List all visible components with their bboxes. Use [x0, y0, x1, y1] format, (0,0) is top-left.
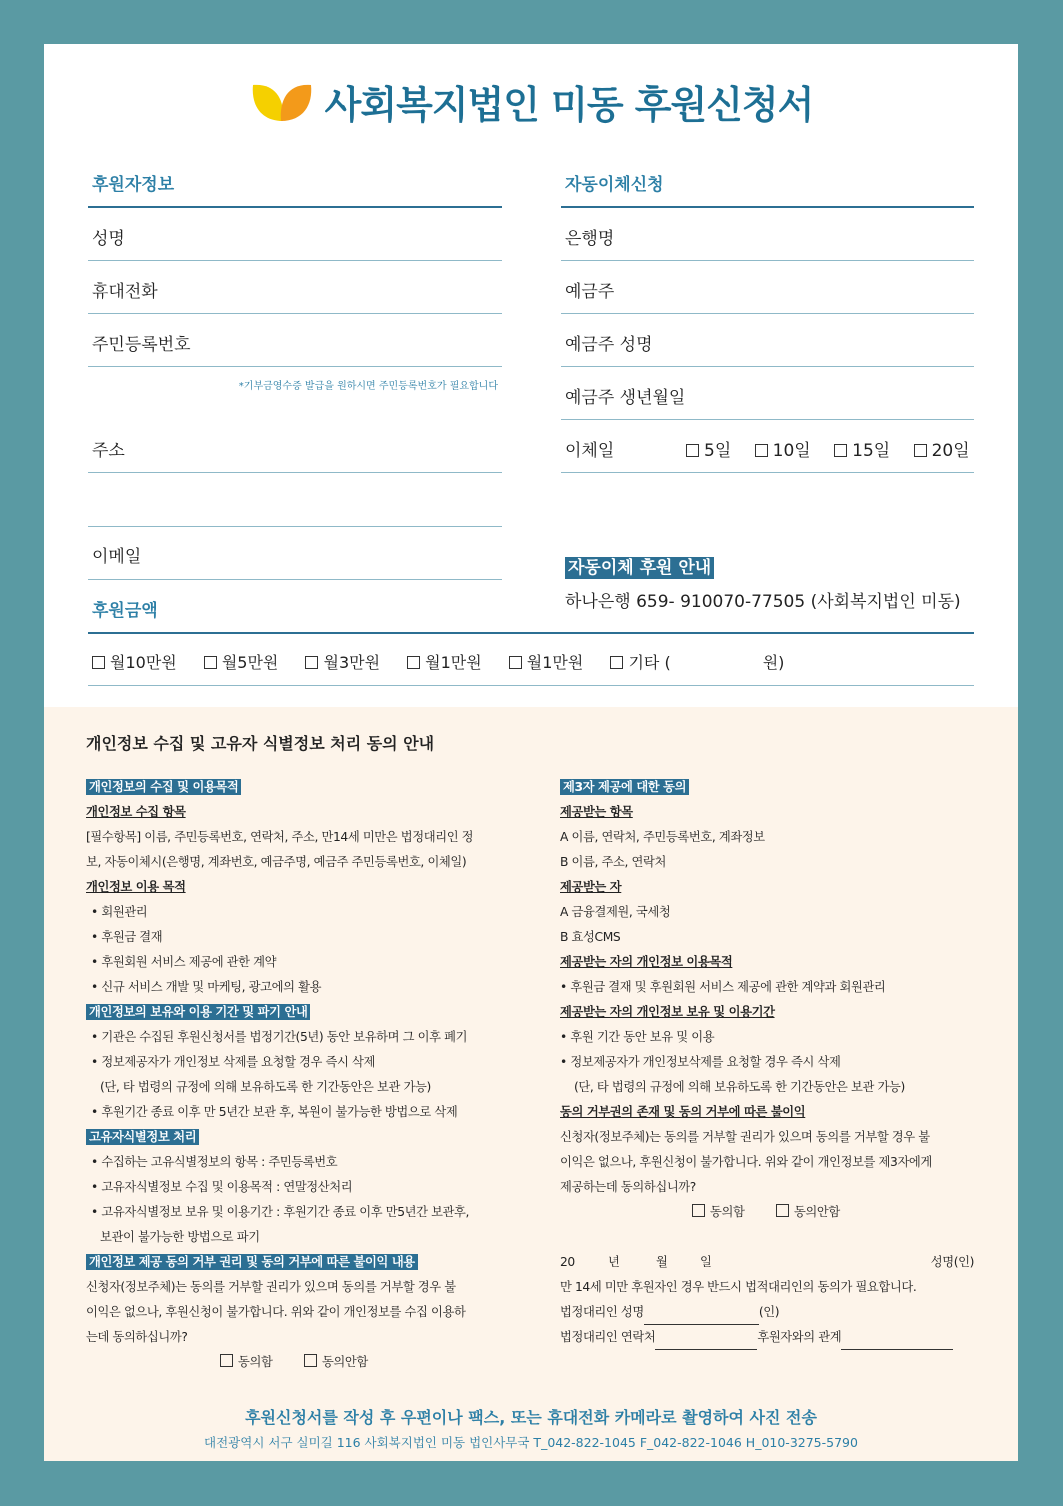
text-line: 보, 자동이체시(은행명, 계좌번호, 예금주명, 예금주 주민등록번호, 이체일): [86, 855, 467, 869]
signature-date-row: [560, 1250, 974, 1275]
subheading: 동의 거부권의 존재 및 동의 거부에 따른 불이익: [560, 1105, 806, 1119]
list-item: (단, 타 법령의 규정에 의해 보유하도록 한 기간동안은 보관 가능): [100, 1080, 431, 1094]
resident-number-label: 주민등록번호: [92, 335, 191, 355]
minor-note: 만 14세 미만 후원자인 경우 반드시 법적대리인의 동의가 필요합니다.: [560, 1280, 917, 1294]
resident-number-field[interactable]: [88, 366, 502, 367]
text-line: 는데 동의하십니까?: [86, 1330, 188, 1344]
amount-option-30k[interactable]: 월3만원: [305, 653, 380, 672]
application-form: [44, 44, 1018, 1461]
list-item: • 고유자식별정보 보유 및 이용기간 : 후원기간 종료 이후 만5년간 보관후,: [91, 1205, 470, 1219]
account-holder-field[interactable]: [561, 313, 974, 314]
list-item: 보관이 불가능한 방법으로 파기: [100, 1230, 260, 1244]
disagree-option[interactable]: 동의안함: [304, 1355, 368, 1369]
holder-name-field[interactable]: [561, 366, 974, 367]
divider: [88, 206, 502, 208]
amount-option-50k[interactable]: 월5만원: [204, 653, 279, 672]
date-month-label: 월: [656, 1255, 668, 1269]
list-item: • 정보제공자가 개인정보삭제를 요청할 경우 즉시 삭제: [560, 1055, 841, 1069]
subheading: 제공받는 자의 개인정보 이용목적: [560, 955, 733, 969]
legal-rep-contact-field[interactable]: [655, 1335, 757, 1350]
date-year-label: 년: [608, 1255, 620, 1269]
text-line: B 효성CMS: [560, 930, 621, 944]
text-line: A 금융결제원, 국세청: [560, 905, 671, 919]
agree-option[interactable]: 동의함: [220, 1355, 272, 1369]
list-item: • 신규 서비스 개발 및 마케팅, 광고에의 활용: [91, 980, 322, 994]
address-label: 주소: [92, 441, 125, 461]
consent-right-column: [560, 775, 974, 1350]
email-label: 이메일: [92, 547, 142, 567]
amount-option-100k[interactable]: 월10만원: [92, 653, 177, 672]
consent-choice-left: [86, 1350, 506, 1375]
page-title-area: [44, 74, 1018, 132]
name-label: 성명: [92, 229, 125, 249]
transfer-day-label: 이체일: [565, 441, 615, 461]
account-holder-label: 예금주: [565, 282, 615, 302]
amount-option-10k-a[interactable]: 월1만원: [407, 653, 482, 672]
consent-choice-right: [560, 1200, 974, 1225]
checkbox[interactable]: [509, 656, 522, 669]
day-option-20[interactable]: 20일: [914, 441, 970, 461]
list-item: • 후원 기간 동안 보유 및 이용: [560, 1030, 715, 1044]
list-item: • 후원금 결재: [91, 930, 163, 944]
consent-section: [44, 707, 1018, 1461]
consent-left-column: [86, 775, 506, 1375]
text-line: B 이름, 주소, 연락처: [560, 855, 666, 869]
relation-field[interactable]: [841, 1335, 953, 1350]
phone-label: 휴대전화: [92, 282, 158, 302]
auto-transfer-guide-heading: 자동이체 후원 안내: [565, 553, 714, 578]
consent-title: 개인정보 수집 및 고유자 식별정보 처리 동의 안내: [86, 734, 435, 753]
footer-instruction: 후원신청서를 작성 후 우편이나 팩스, 또는 휴대전화 카메라로 촬영하여 사진 전송: [245, 1408, 817, 1427]
account-info: 하나은행 659- 910070-77505 (사회복지법인 미동): [565, 592, 961, 612]
list-item: • 수집하는 고유식별정보의 항목 : 주민등록번호: [91, 1155, 338, 1169]
section-heading: 고유자식별정보 처리: [86, 1129, 199, 1145]
checkbox[interactable]: [914, 444, 927, 457]
checkbox[interactable]: [610, 656, 623, 669]
text-line: [필수항목] 이름, 주민등록번호, 연락처, 주소, 만14세 미만은 법정대리인 정: [86, 830, 474, 844]
list-item: • 기관은 수집된 후원신청서를 법정기간(5년) 동안 보유하며 그 이후 폐기: [91, 1030, 468, 1044]
list-item: • 후원금 결재 및 후원회원 서비스 제공에 관한 계약과 회원관리: [560, 980, 886, 994]
list-item: (단, 타 법령의 규정에 의해 보유하도록 한 기간동안은 보관 가능): [574, 1080, 905, 1094]
text-line: 제공하는데 동의하십니까?: [560, 1180, 696, 1194]
text-line: A 이름, 연락처, 주민등록번호, 계좌정보: [560, 830, 765, 844]
amount-heading: 후원금액: [92, 601, 158, 621]
checkbox[interactable]: [204, 656, 217, 669]
checkbox[interactable]: [304, 1354, 317, 1367]
amount-options: [92, 650, 784, 673]
day-option-5[interactable]: 5일: [686, 441, 731, 461]
subheading: 개인정보 수집 항목: [86, 805, 186, 819]
date-day-label: 일: [700, 1255, 712, 1269]
day-option-15[interactable]: 15일: [834, 441, 890, 461]
amount-option-other[interactable]: 기타 ( 원): [610, 653, 784, 672]
email-field[interactable]: [88, 579, 502, 580]
donor-info-heading: 후원자정보: [92, 175, 175, 195]
section-heading: 제3자 제공에 대한 동의: [560, 779, 689, 795]
disagree-option[interactable]: 동의안함: [776, 1205, 840, 1219]
list-item: • 후원기간 종료 이후 만 5년간 보관 후, 복원이 불가능한 방법으로 삭제: [91, 1105, 458, 1119]
page-title: 사회복지법인 미동 후원신청서: [324, 83, 814, 127]
subheading: 제공받는 항목: [560, 805, 633, 819]
divider: [561, 472, 974, 473]
resident-number-note: *기부금영수증 발급을 원하시면 주민등록번호가 필요합니다: [238, 381, 498, 392]
divider: [88, 685, 974, 686]
subheading: 제공받는 자의 개인정보 보유 및 이용기간: [560, 1005, 775, 1019]
phone-field[interactable]: [88, 313, 502, 314]
section-heading: 개인정보의 수집 및 이용목적: [86, 779, 241, 795]
legal-rep-name-field[interactable]: [644, 1310, 759, 1325]
list-item: • 고유자식별정보 수집 및 이용목적 : 연말정산처리: [91, 1180, 353, 1194]
legal-rep-contact-row: 법정대리인 연락처 후원자와의 관계: [560, 1325, 974, 1350]
checkbox[interactable]: [407, 656, 420, 669]
list-item: • 후원회원 서비스 제공에 관한 계약: [91, 955, 277, 969]
holder-name-label: 예금주 성명: [565, 335, 653, 355]
checkbox[interactable]: [220, 1354, 233, 1367]
footer-contact: 대전광역시 서구 실미길 116 사회복지법인 미동 법인사무국 T_042-822-1045 F_042-822-1046 H_010-3275-5790: [204, 1435, 858, 1450]
subheading: 제공받는 자: [560, 880, 622, 894]
signature-label: 성명(인): [930, 1255, 974, 1269]
checkbox[interactable]: [686, 444, 699, 457]
checkbox[interactable]: [692, 1204, 705, 1217]
holder-birthdate-field[interactable]: [561, 419, 974, 420]
text-line: 이익은 없으나, 후원신청이 불가합니다. 위와 같이 개인정보를 제3자에게: [560, 1155, 932, 1169]
address-field-line2[interactable]: [88, 526, 502, 527]
holder-birthdate-label: 예금주 생년월일: [565, 388, 686, 408]
amount-option-10k-b[interactable]: 월1만원: [509, 653, 584, 672]
subheading: 개인정보 이용 목적: [86, 880, 186, 894]
leaf-logo-icon: [249, 81, 315, 123]
divider: [561, 206, 974, 208]
checkbox[interactable]: [834, 444, 847, 457]
auto-transfer-heading: 자동이체신청: [565, 175, 664, 195]
transfer-day-options: [686, 436, 970, 461]
bank-name-label: 은행명: [565, 229, 615, 249]
legal-rep-name-row: 법정대리인 성명 (인): [560, 1300, 974, 1325]
address-field-line1[interactable]: [88, 472, 502, 473]
agree-option[interactable]: 동의함: [692, 1205, 744, 1219]
list-item: • 회원관리: [91, 905, 148, 919]
list-item: • 정보제공자가 개인정보 삭제를 요청할 경우 즉시 삭제: [91, 1055, 375, 1069]
text-line: 이익은 없으나, 후원신청이 불가합니다. 위와 같이 개인정보를 수집 이용하: [86, 1305, 466, 1319]
name-field[interactable]: [88, 260, 502, 261]
text-line: 신청자(정보주체)는 동의를 거부할 권리가 있으며 동의를 거부할 경우 불: [560, 1130, 930, 1144]
section-heading: 개인정보 제공 동의 거부 권리 및 동의 거부에 따른 불이익 내용: [86, 1254, 418, 1270]
divider: [88, 632, 974, 634]
checkbox[interactable]: [305, 656, 318, 669]
text-line: 신청자(정보주체)는 동의를 거부할 권리가 있으며 동의를 거부할 경우 불: [86, 1280, 456, 1294]
day-option-10[interactable]: 10일: [755, 441, 811, 461]
section-heading: 개인정보의 보유와 이용 기간 및 파기 안내: [86, 1004, 310, 1020]
checkbox[interactable]: [92, 656, 105, 669]
checkbox[interactable]: [755, 444, 768, 457]
checkbox[interactable]: [776, 1204, 789, 1217]
bank-name-field[interactable]: [561, 260, 974, 261]
date-year-prefix: 20: [560, 1255, 575, 1269]
